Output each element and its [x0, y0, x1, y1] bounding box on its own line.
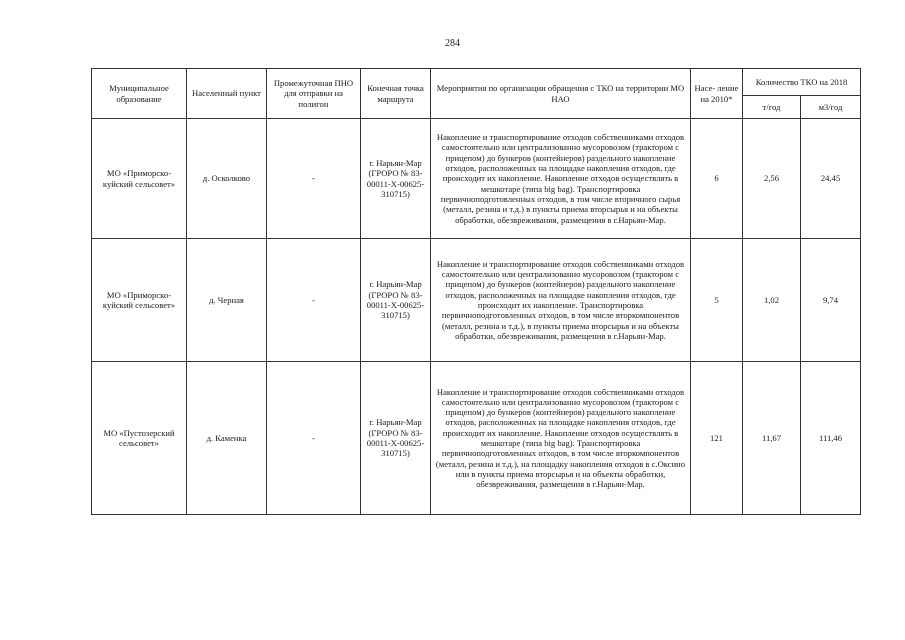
header-tko-tonnes: т/год: [743, 96, 801, 119]
cell-municipality: МО «Приморско-куйский сельсовет»: [92, 119, 187, 239]
cell-population: 5: [691, 239, 743, 362]
cell-municipality: МО «Приморско-куйский сельсовет»: [92, 239, 187, 362]
cell-settlement: д. Каменка: [187, 362, 267, 515]
cell-tko-tonnes: 1,02: [743, 239, 801, 362]
cell-intermediate: -: [267, 239, 361, 362]
waste-management-table: [91, 68, 861, 515]
cell-tko-tonnes: 2,56: [743, 119, 801, 239]
header-measures: Мероприятия по организации обращения с ТКО на территории МО НАО: [431, 69, 691, 119]
cell-population: 121: [691, 362, 743, 515]
cell-settlement: д. Черная: [187, 239, 267, 362]
cell-tko-tonnes: 11,67: [743, 362, 801, 515]
cell-measures: Накопление и транспортирование отходов собственниками отходов самостоятельно или централизованно мусоровозом (трактором с прицепом) до бункеров (контейнеров) раздельного накопление отходов, расположенных на площадке накопления отходов, где происходит их накопление. Накопление отходов осуществлять в мешкотаре (типа big bag). Транспортировка первичноподготовленных отходов, в том числе вторкомпонентов (металл, резина и т.д.), на площадку накопления отходов в с.Оксино или в пункты приема вторсырья и на объекты обработки, обезвреживания, размещения в г.Нарьян-Мар.: [431, 362, 691, 515]
cell-population: 6: [691, 119, 743, 239]
cell-settlement: д. Осколково: [187, 119, 267, 239]
cell-intermediate: -: [267, 362, 361, 515]
header-row: [92, 69, 861, 96]
header-endpoint: Конечная точка маршрута: [361, 69, 431, 119]
table-row: [92, 119, 861, 239]
cell-measures: Накопление и транспортирование отходов собственниками отходов самостоятельно или централизованно мусоровозом (трактором с прицепом) до бункеров (контейнеров) раздельного накопление отходов, расположенных на площадке накопления отходов, где происходит их накопление. Транспортировка первичноподготовленных отходов, в том числе вторкомпонентов (металл, резина и т.д.), в пункты приема вторсырья и на объекты обработки, обезвреживания, размещения в г.Нарьян-Мар.: [431, 239, 691, 362]
cell-municipality: МО «Пустозерский сельсовет»: [92, 362, 187, 515]
header-population: Насе- ление на 2010*: [691, 69, 743, 119]
header-intermediate-pno: Промежуточная ПНО для отправки на полигон: [267, 69, 361, 119]
cell-endpoint: г. Нарьян-Мар (ГРОРО № 83-00011-Х-00625-310715): [361, 362, 431, 515]
table-row: [92, 362, 861, 515]
cell-endpoint: г. Нарьян-Мар (ГРОРО № 83-00011-Х-00625-310715): [361, 239, 431, 362]
cell-endpoint: г. Нарьян-Мар (ГРОРО № 83-00011-Х-00625-310715): [361, 119, 431, 239]
header-tko-group: Количество ТКО на 2018: [743, 69, 861, 96]
cell-tko-cubic: 9,74: [801, 239, 861, 362]
header-municipality: Муниципальное образование: [92, 69, 187, 119]
cell-tko-cubic: 24,45: [801, 119, 861, 239]
header-tko-cubic: м3/год: [801, 96, 861, 119]
cell-intermediate: -: [267, 119, 361, 239]
cell-measures: Накопление и транспортирование отходов собственниками отходов самостоятельно или централизованно мусоровозом (трактором с прицепом) до бункеров (контейнеров) раздельного накопление отходов, расположенных на площадке накопления отходов, где происходит их накопление. Накопление отходов осуществлять в мешкотаре (типа big bag). Транспортировка первичноподготовленных отходов, в том числе вторичного сырья (металл, резина и т.д.) в пункты приема вторсырья и на объекты обработки, обезвреживания, размещения в г.Нарьян-Мар.: [431, 119, 691, 239]
page-number: 284: [445, 38, 460, 49]
header-settlement: Населенный пункт: [187, 69, 267, 119]
cell-tko-cubic: 111,46: [801, 362, 861, 515]
table-row: [92, 239, 861, 362]
